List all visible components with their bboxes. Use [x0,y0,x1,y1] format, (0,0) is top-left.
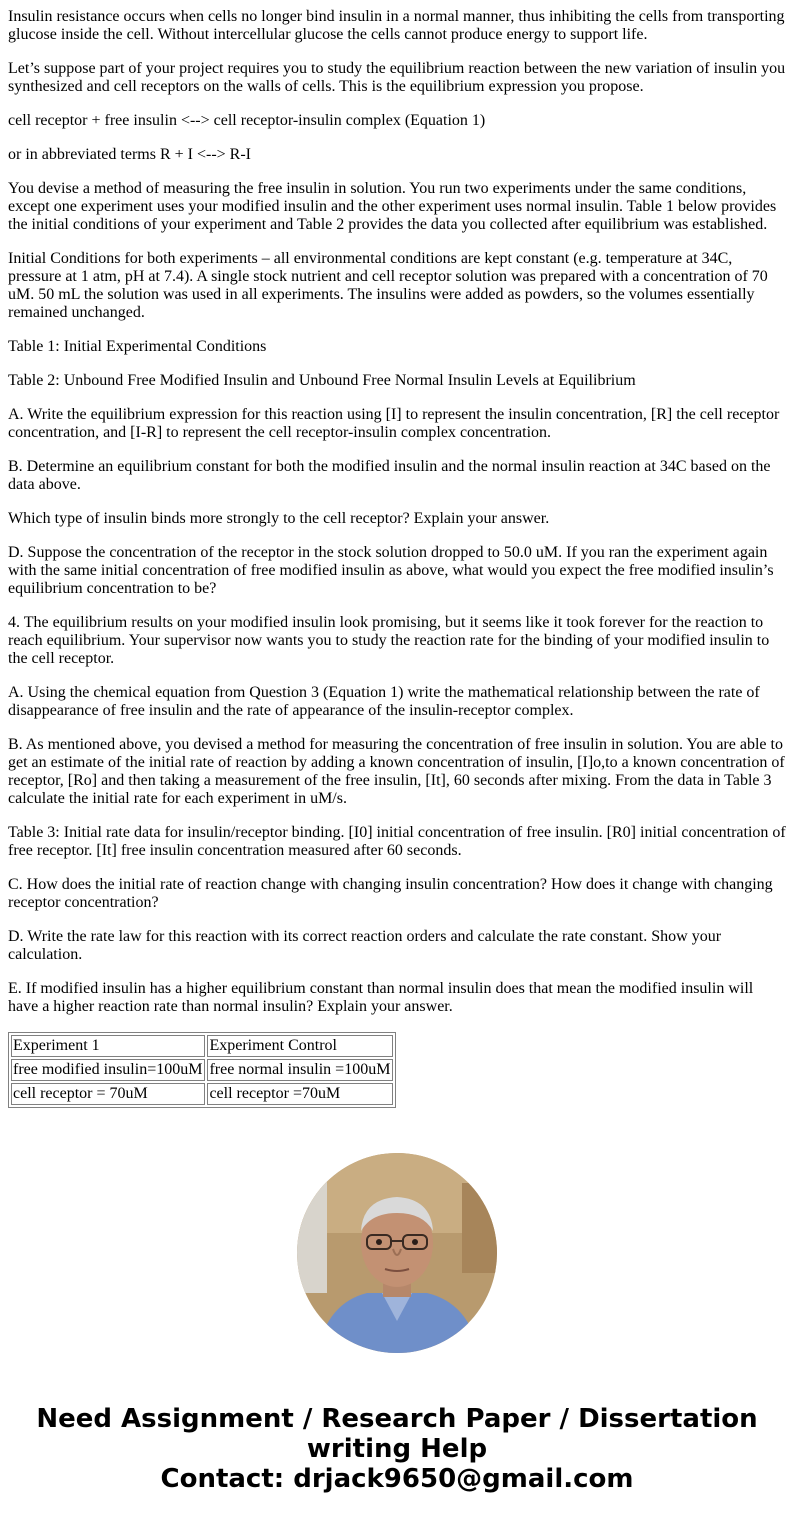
question-4d: D. Write the rate law for this reaction with its correct reaction orders and calculate the rate constant. Show your calculation. [8,928,722,963]
table-row [11,1083,393,1105]
table-cell: cell receptor =70uM [207,1083,393,1105]
promo-line-2: writing Help [306,1434,488,1464]
table-cell: Experiment Control [207,1035,393,1057]
paragraph-equation-1: cell receptor + free insulin <--> cell receptor-insulin complex (Equation 1) [8,112,486,129]
paragraph-project-intro: Let’s suppose part of your project requires you to study the equilibrium reaction between the new variation of insulin you synthesized and cell receptors on the walls of cells. This is the equilibrium expression you propose. [8,60,786,95]
promo-contact: Contact: drjack9650@gmail.com [160,1464,634,1494]
paragraph-insulin-resistance: Insulin resistance occurs when cells no longer bind insulin in a normal manner, thus inhibiting the cells from transporting glucose inside the cell. Without intercellular glucose the cells cannot produce energy to support life. [8,8,785,43]
question-4-intro: 4. The equilibrium results on your modified insulin look promising, but it seems like it took forever for the reaction to reach equilibrium. Your supervisor now wants you to study the reaction rate for the binding of your modified insulin to the cell receptor. [8,614,770,667]
table-cell: Experiment 1 [11,1035,205,1057]
table-cell: free modified insulin=100uM [11,1059,205,1081]
table-row [11,1035,393,1057]
question-3d: D. Suppose the concentration of the receptor in the stock solution dropped to 50.0 uM. If you ran the experiment again with the same initial concentration of free modified insulin as above, what would you expect the free modified insulin’s equilibrium concentration to be? [8,544,774,597]
promo-line-1: Need Assignment / Research Paper / Dissertation [36,1404,758,1434]
paragraph-abbreviated-equation: or in abbreviated terms R + I <--> R-I [8,146,251,163]
question-3a: A. Write the equilibrium expression for this reaction using [I] to represent the insulin concentration, [R] the cell receptor concentration, and [I-R] to represent the cell receptor-insulin complex concentration. [8,406,780,441]
author-avatar [297,1153,497,1353]
table-cell: cell receptor = 70uM [11,1083,205,1105]
paragraph-method: You devise a method of measuring the free insulin in solution. You run two experiments under the same conditions, except one experiment uses your modified insulin and the other experiment uses normal insulin. Table 1 below provides the initial conditions of your experiment and Table 2 provides the data you collected after equilibrium was established. [8,180,777,233]
author-photo-icon [297,1153,497,1353]
table-cell: free normal insulin =100uM [207,1059,393,1081]
question-4c: C. How does the initial rate of reaction change with changing insulin concentration? How does it change with changing receptor concentration? [8,876,773,911]
question-4e: E. If modified insulin has a higher equilibrium constant than normal insulin does that mean the modified insulin will have a higher reaction rate than normal insulin? Explain your answer. [8,980,754,1015]
question-4b: B. As mentioned above, you devised a method for measuring the concentration of free insulin in solution. You are able to get an estimate of the initial rate of reaction by adding a known concentration of insulin, [I]o,to a known concentration of receptor, [Ro] and then taking a measurement of the free insulin, [It], 60 seconds after mixing. From the data in Table 3 calculate the initial rate for each experiment in uM/s. [8,736,785,807]
paragraph-initial-conditions: Initial Conditions for both experiments – all environmental conditions are kept constant (e.g. temperature at 34C, pressure at 1 atm, pH at 7.4). A single stock nutrient and cell receptor solution was prepared with a concentration of 70 uM. 50 mL the solution was used in all experiments. The insulins were added as powders, so the volumes essentially remained unchanged. [8,250,768,321]
initial-conditions-table [8,1032,396,1108]
caption-table-2: Table 2: Unbound Free Modified Insulin and Unbound Free Normal Insulin Levels at Equilibrium [8,372,636,389]
question-3b: B. Determine an equilibrium constant for both the modified insulin and the normal insulin reaction at 34C based on the data above. [8,458,771,493]
question-4a: A. Using the chemical equation from Question 3 (Equation 1) write the mathematical relationship between the rate of disappearance of free insulin and the rate of appearance of the insulin-receptor complex. [8,684,760,719]
caption-table-3: Table 3: Initial rate data for insulin/receptor binding. [I0] initial concentration of free insulin. [R0] initial concentration of free receptor. [It] free insulin concentration measured after 60 seconds. [8,824,786,859]
promo-banner [0,1404,794,1494]
table-row [11,1059,393,1081]
caption-table-1: Table 1: Initial Experimental Conditions [8,338,267,355]
question-3c: Which type of insulin binds more strongly to the cell receptor? Explain your answer. [8,510,550,527]
